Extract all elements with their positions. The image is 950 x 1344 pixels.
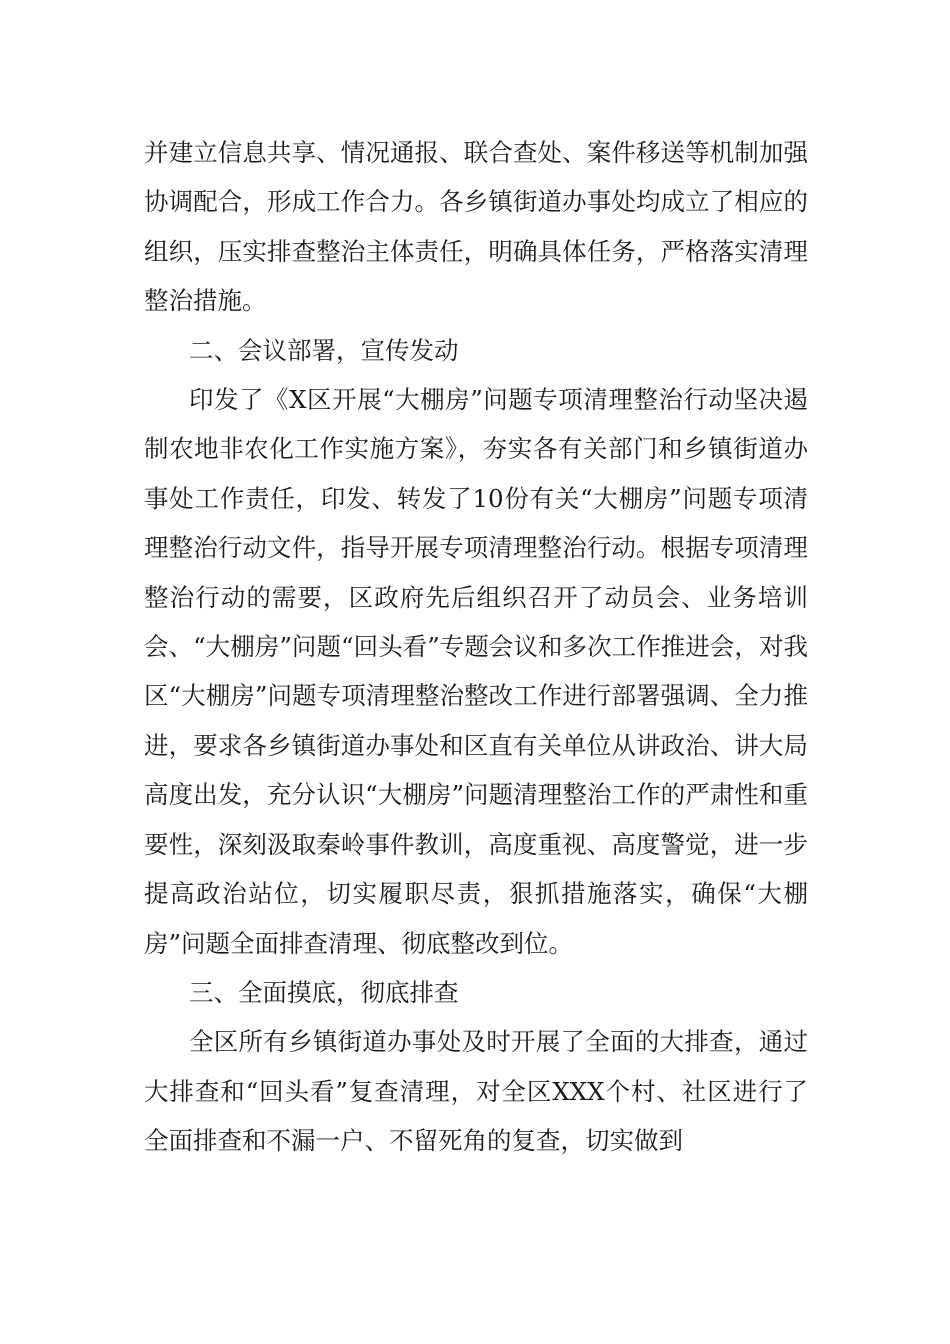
paragraph-meeting: 印发了《X区开展“大棚房”问题专项清理整治行动坚决遏制农地非农化工作实施方案》，夯实各有关部门和乡镇街道办事处工作责任，印发、转发了10份有关“大棚房”问题专项清理整治行动文件，指导开展专项清理整治行动。根据专项清理整治行动的需要，区政府先后组织召开了动员会、业务培训会、“大棚房”问题“回头看”专题会议和多次工作推进会，对我区“大棚房”问题专项清理整治整改工作进行部署强调、全力推进，要求各乡镇街道办事处和区直有关单位从讲政治、讲大局高度出发，充分认识“大棚房”问题清理整治工作的严肃性和重要性，深刻汲取秦岭事件教训，高度重视、高度警觉，进一步提高政治站位，切实履职尽责，狠抓措施落实，确保“大棚房”问题全面排查清理、彻底整改到位。 — [144, 385, 808, 958]
paragraph-mechanism: 并建立信息共享、情况通报、联合查处、案件移送等机制加强协调配合，形成工作合力。各乡镇街道办事处均成立了相应的组织，压实排查整治主体责任，明确具体任务，严格落实清理整治措施。 — [144, 138, 808, 316]
section-heading-meeting: 二、会议部署，宣传发动 — [189, 335, 459, 365]
paragraph-survey: 全区所有乡镇街道办事处及时开展了全面的大排查，通过大排查和“回头看”复查清理，对全区XXX个村、社区进行了全面排查和不漏一户、不留死角的复查，切实做到 — [144, 1027, 808, 1156]
section-heading-survey: 三、全面摸底，彻底排查 — [189, 977, 459, 1007]
document-body — [144, 128, 808, 1166]
